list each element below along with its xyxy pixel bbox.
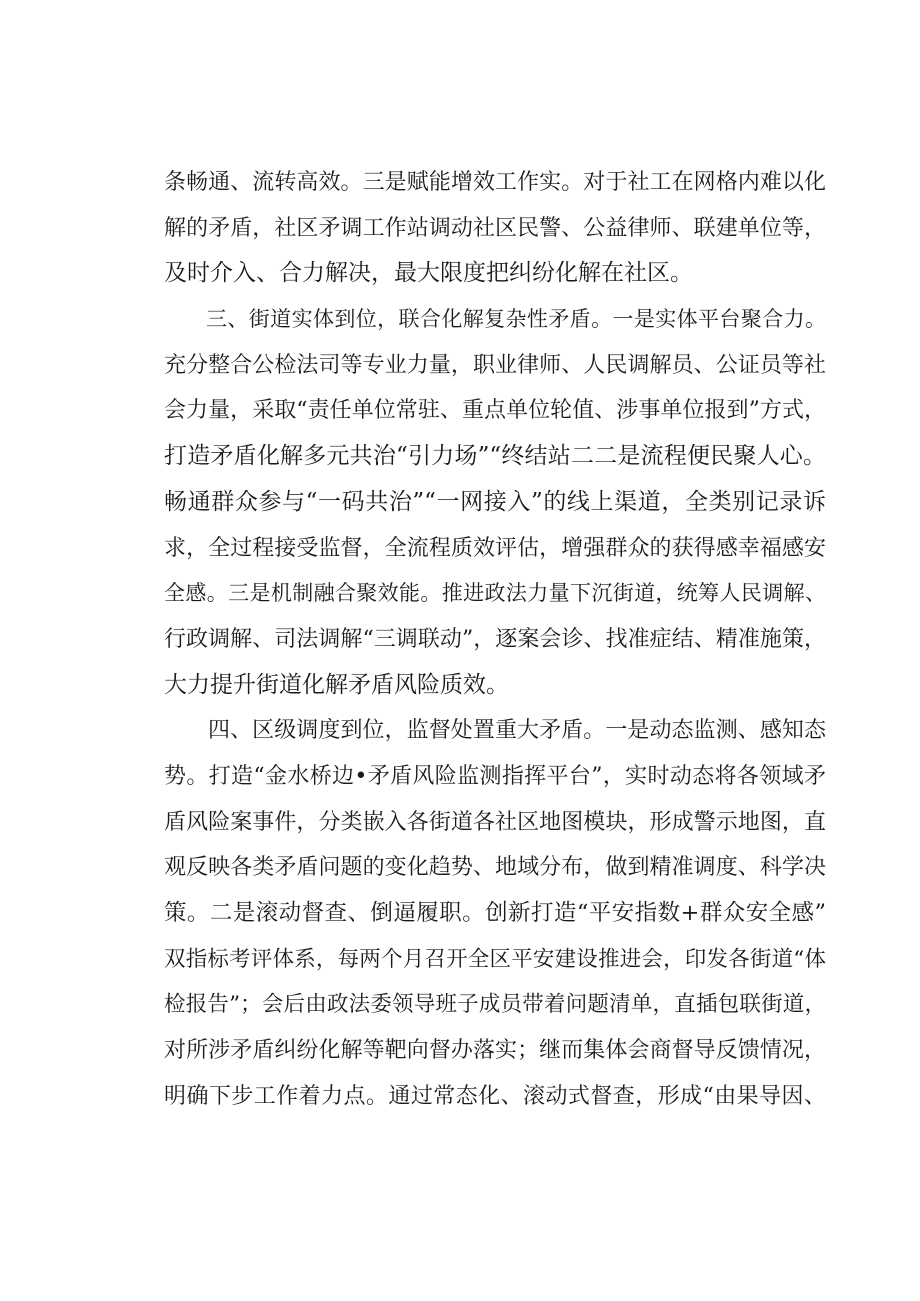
text-line: 观反映各类矛盾问题的变化趋势、地域分布，做到精准调度、科学决 — [164, 855, 826, 881]
text-line: 检报告”；会后由政法委领导班子成员带着问题清单，直插包联街道， — [164, 992, 826, 1018]
text-line: 行政调解、司法调解“三调联动”，逐案会诊、找准症结、精准施策， — [164, 626, 826, 652]
text-line: 充分整合公检法司等专业力量，职业律师、人民调解员、公证员等社 — [164, 352, 826, 378]
text-line: 对所涉矛盾纠纷化解等靶向督办落实；继而集体会商督导反馈情况， — [164, 1038, 826, 1064]
text-line: 大力提升街道化解矛盾风险质效。 — [164, 671, 509, 698]
text-line: 会力量，采取“责任单位常驻、重点单位轮值、涉事单位报到”方式， — [164, 398, 826, 424]
text-line: 全感。三是机制融合聚效能。推进政法力量下沉街道，统筹人民调解、 — [164, 581, 826, 606]
text-line: 双指标考评体系，每两个月召开全区平安建设推进会，印发各街道“体 — [164, 946, 826, 972]
text-line: 解的矛盾，社区矛调工作站调动社区民警、公益律师、联建单位等， — [164, 215, 826, 241]
text-line: 求，全过程接受监督，全流程质效评估，增强群众的获得感幸福感安 — [164, 535, 826, 561]
text-line: 势。打造“金水桥边•矛盾风险监测指挥平台”，实时动态将各领域矛 — [164, 763, 826, 789]
text-line: 条畅通、流转高效。三是赋能增效工作实。对于社工在网格内难以化 — [164, 170, 826, 195]
paragraph-start-line: 三、街道实体到位，联合化解复杂性矛盾。一是实体平台聚合力。 — [206, 307, 826, 332]
text-line: 策。二是滚动督查、倒逼履职。创新打造“平安指数+群众安全感” — [164, 900, 826, 926]
text-line: 畅通群众参与“一码共治”“一网接入”的线上渠道，全类别记录诉 — [164, 488, 826, 515]
paragraph-start-line: 四、区级调度到位，监督处置重大矛盾。一是动态监测、感知态 — [208, 718, 826, 744]
text-line: 明确下步工作着力点。通过常态化、滚动式督查，形成“由果导因、 — [164, 1083, 826, 1109]
text-line: 打造矛盾化解多元共治“引力场”“终结站二二是流程便民聚人心。 — [164, 443, 826, 470]
text-line: 盾风险案事件，分类嵌入各街道各社区地图模块，形成警示地图，直 — [164, 809, 826, 835]
body-text — [164, 160, 826, 1119]
text-line: 及时介入、合力解决，最大限度把纠纷化解在社区。 — [164, 260, 693, 287]
